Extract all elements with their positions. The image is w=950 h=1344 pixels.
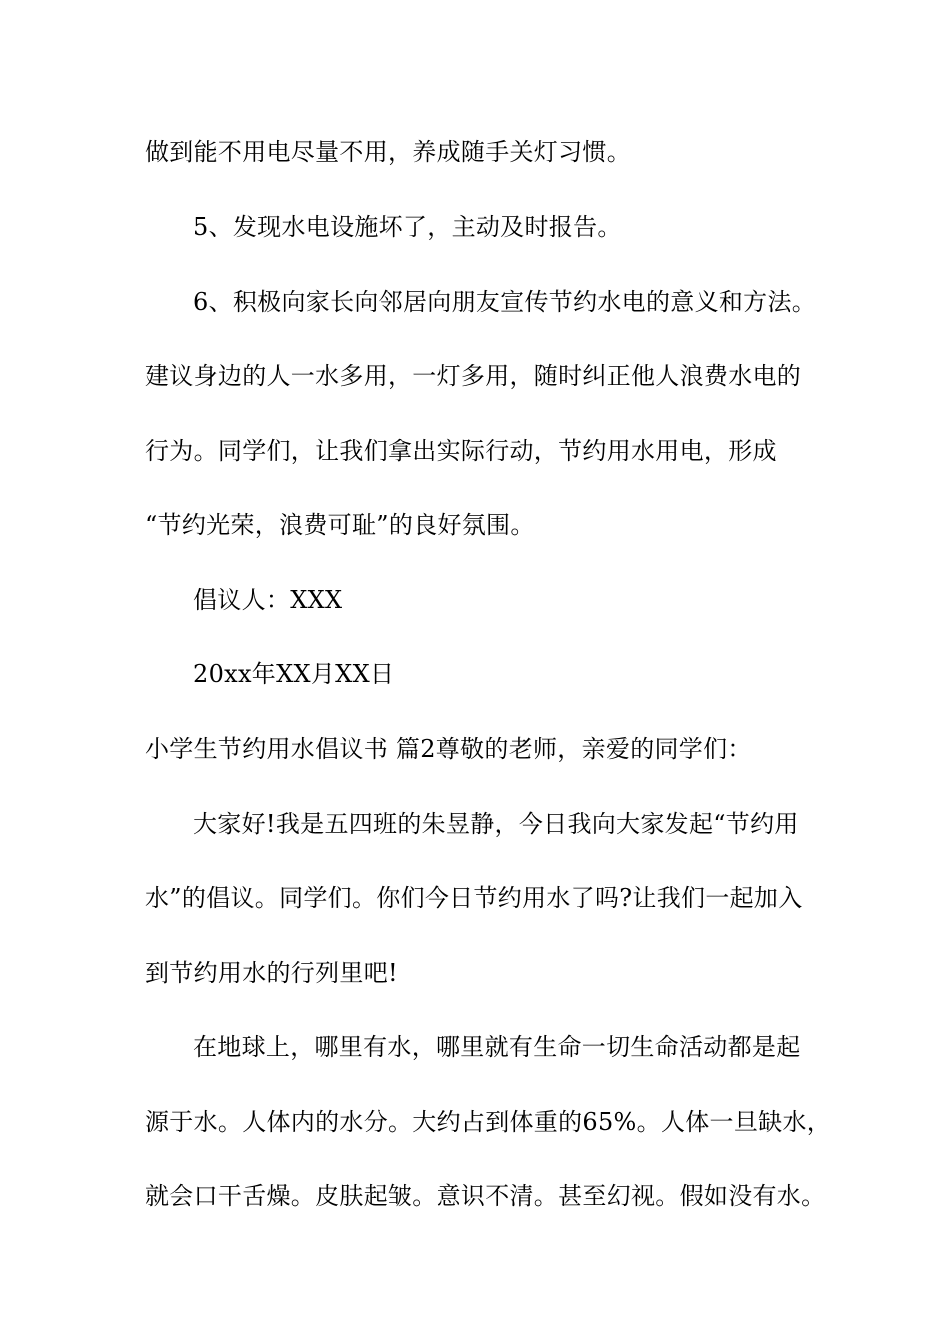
text-line: 6、积极向家长向邻居向朋友宣传节约水电的意义和方法。 — [193, 288, 817, 316]
text-line: 水”的倡议。同学们。你们今日节约用水了吗?让我们一起加入 — [145, 884, 803, 912]
text-line: 源于水。人体内的水分。大约占到体重的65%。人体一旦缺水， — [145, 1108, 832, 1136]
text-line: 在地球上，哪里有水，哪里就有生命一切生命活动都是起 — [193, 1033, 801, 1061]
text-line: 大家好!我是五四班的朱昱静，今日我向大家发起“节约用 — [193, 810, 799, 838]
text-line: 到节约用水的行列里吧! — [145, 959, 398, 987]
text-line: 建议身边的人一水多用，一灯多用，随时纠正他人浪费水电的 — [145, 362, 802, 390]
text-line: 5、发现水电设施坏了，主动及时报告。 — [193, 213, 622, 241]
text-line: “节约光荣，浪费可耻”的良好氛围。 — [145, 511, 535, 539]
date-line: 20xx年XX月XX日 — [193, 660, 395, 688]
section-heading: 小学生节约用水倡议书 篇2尊敬的老师，亲爱的同学们： — [145, 735, 752, 763]
text-line: 做到能不用电尽量不用，养成随手关灯习惯。 — [145, 138, 631, 166]
text-line: 行为。同学们，让我们拿出实际行动，节约用水用电，形成 — [145, 437, 777, 465]
text-line: 就会口干舌燥。皮肤起皱。意识不清。甚至幻视。假如没有水。 — [145, 1182, 826, 1210]
signatory-line: 倡议人：XXX — [193, 586, 343, 614]
